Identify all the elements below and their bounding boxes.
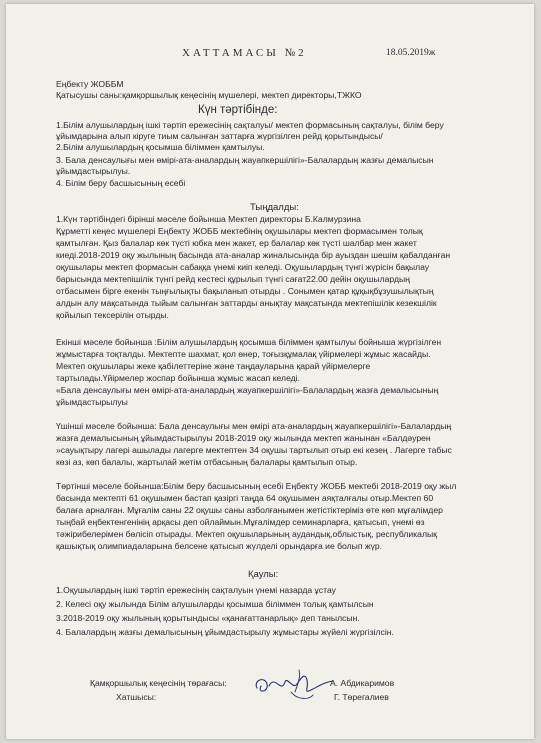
heard-line: ұйымдастырылуы xyxy=(56,397,128,407)
chair-label: Қамқоршылық кеңесінің төрағасы: xyxy=(90,678,227,688)
heard-line: «Бала денсаулығы мен өмірі-ата-аналардың жауапкершілігі»-Балалардың жазға демалысының xyxy=(56,385,439,395)
heard-line: оқушылары мектеп формасын сабаққа үнемі киіп келеді. Оқушылардың түнгі жүрісін бақылау xyxy=(56,262,430,272)
decision-line: 3.2018-2019 оқу жылының қорытындысы «қанағаттанарлық» деп танылсын. xyxy=(56,613,360,623)
agenda-line: 1.Білім алушылардың ішкі тәртіп ережесінің сақталуы/ мектеп формасының сақталуы, білім беру xyxy=(56,120,444,130)
heard-line: Құрметті кеңес мүшелері Еңбекту ЖОББ мектебінің оқушылары мектеп формасымен толық xyxy=(56,226,423,236)
heard-line: қашықтық олимпиадаларына белсене қатысып жүлделі орындарға ие болып жүр. xyxy=(56,541,383,551)
heard-line: жұмыстарға тоқталды. Мектепте шахмат, қол өнер, тоғызқұмалақ үйірмелері жұмыс жасайды. xyxy=(56,349,431,359)
heard-line: көзі аз, көп балалы, жартылай жетім отбасының балалары қамтылып отыр. xyxy=(56,457,358,467)
document-title: ХАТТАМАСЫ №2 xyxy=(182,47,307,59)
heard-line: жазға демалысының ұйымдастырылуы 2018-2019 оқу жылында мектеп жанынан «Балдәурен xyxy=(56,433,431,443)
heard-line: балаға арналған. Мұғалім саны 22 оқушы саны азболғанымен жетістіктеріміз өте көп мұғалімдер xyxy=(56,505,443,515)
heard-line: Екінші мәселе бойынша :Білім алушылардың қосымша біліммен қамтылуы бойныша жүргізілген xyxy=(56,337,442,347)
handwritten-signature xyxy=(251,664,336,706)
agenda-line: 2.Білім алушылардың қосымша біліммен қамтылуы. xyxy=(56,142,265,152)
heard-line: қамтылған. Қыз балалар көк түсті юбка мен жакет, ер балалар көк түсті шалбар мен жакет xyxy=(56,238,417,248)
agenda-line: 3. Бала денсаулығы мен өмірі-ата-аналардың жауапкершілігі»-Балалардың жазғы демалысын xyxy=(56,155,434,165)
heard-line: қойылып тексерілін отырды. xyxy=(56,310,169,320)
decisions-title: Қаулы: xyxy=(248,569,279,580)
agenda-title: Күн тәртібінде: xyxy=(198,104,278,116)
decision-line: 1.Оқушылардың ішкі тәртіп ережесінің сақталуын үнемі назарда ұстау xyxy=(56,585,336,595)
agenda-line: ұйымдастырылуы. xyxy=(56,166,131,176)
heard-title: Тыңдалды: xyxy=(250,202,299,213)
heard-line: Төртінші мәселе бойынша:Білім беру басшысының есебі Еңбекту ЖОББ мектебі 2018-2019 оқу жыл xyxy=(56,481,457,491)
heard-line: алдын алу мақсатында тыйым салынған заттарды анықтау мақсатында мектепішілік кезекшілік xyxy=(56,298,437,308)
heard-line: Мектеп оқушылары жеке қабілеттеріне және таңдауларына қарай үйірмелерге xyxy=(56,361,371,371)
decision-line: 2. Келесі оқу жылында Білім алушыларды қосымша біліммен толық қамтылсын xyxy=(56,599,374,609)
heard-line: тартылады.Үйірмелер жоспар бойынша жұмыс жасап келеді. xyxy=(56,373,300,383)
document-date: 18.05.2019ж xyxy=(386,48,436,58)
chair-name: А. Абдикаримов xyxy=(330,678,395,688)
heard-line: отбасымен бірге екенін тыңғылықты бақыланып отырды . Сонымен қатар құқықбұзушылықтың xyxy=(56,286,434,296)
secretary-name: Г. Төрегалиев xyxy=(334,692,389,702)
heard-line: киеді.2018-2019 оқу жылының басында ата-аналар жиналысында бір ауыздан шешім қабалданған xyxy=(56,250,451,260)
decision-line: 4. Балалардың жазғы демалысының ұйымдастырылу жұмыстары жүйелі жүргізілсін. xyxy=(56,627,394,637)
heard-line: Үшінші мәселе бойынша: Бала денсаулығы мен өмірі ата-аналардың жауапкершілігі»-Балалардың xyxy=(56,421,452,431)
attendees-line: Қатысушы саны:қамқоршылық кеңесінің мүшелері, мектеп директоры,ТЖКО xyxy=(56,90,362,100)
heard-line: тәжірибелерімен бөлісіп отырады. Мектеп оқушыларының аудандық,облыстық, республикалық xyxy=(56,529,437,539)
heard-line: басында мектепті 61 оқушымен бастап қазіргі таңда 64 оқушымен аяқталғалы отыр.Мектеп 60 xyxy=(56,493,434,503)
agenda-line: 4. Білім беру басшысының есебі xyxy=(56,178,186,188)
agenda-line: ұйымдарына алып кіруге тиым салынған заттарға жүргізілген рейд қорытындысы/ xyxy=(56,131,383,141)
heard-line: тыңбай еңбектенгенінің арқасы деп ойлаймын.Мұғалімдер семинарларға, қатысып, үнемі өз xyxy=(56,517,425,527)
secretary-label: Хатшысы: xyxy=(116,692,157,702)
heard-line: барысында мектепішілік түнгі рейд кестесі құрылып түнгі сағат22.00 дейін оқушылардың xyxy=(56,274,410,284)
heard-line: »сауықтыру лагері ашылады лагерге мектептен 34 оқушы тартылып отыр екі кезең . Лагерге табыс xyxy=(56,445,452,455)
document-page xyxy=(6,4,534,739)
organization-name: Еңбекту ЖОББМ xyxy=(56,79,124,89)
heard-line: 1.Күн тәртібіндегі бірінші мәселе бойынша Мектеп директоры Б.Калмурзина xyxy=(56,214,361,224)
